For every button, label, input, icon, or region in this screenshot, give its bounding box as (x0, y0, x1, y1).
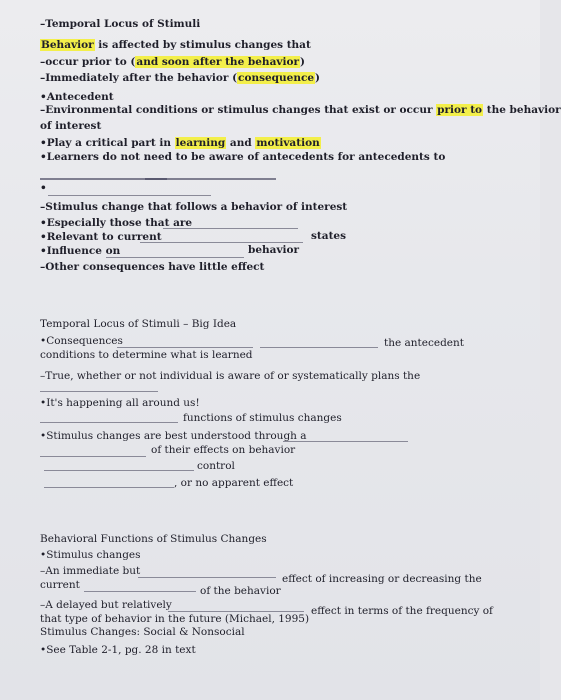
delayed-line: –A delayed but relatively (40, 599, 172, 611)
play-mid: and (226, 137, 256, 149)
behavior-rest: is affected by stimulus changes that (94, 39, 311, 51)
learning-highlight: learning (175, 137, 226, 149)
blank-line (168, 611, 304, 612)
behavior-label: behavior (248, 244, 300, 256)
blank-line (283, 441, 408, 442)
stimulus-changes-line: •Stimulus changes (40, 549, 141, 561)
blank-line (44, 470, 194, 471)
immediately-highlight: consequence (238, 72, 315, 84)
conditions-line: conditions to determine what is learned (40, 349, 253, 361)
effect-increase-line: effect of increasing or decreasing the (282, 573, 482, 585)
occur-suffix: ) (300, 56, 305, 68)
true-line: –True, whether or not individual is aware of or systematically plans the (40, 370, 421, 382)
social-line: Stimulus Changes: Social & Nonsocial (40, 626, 245, 638)
occur-line (40, 56, 305, 68)
behavior-line (40, 39, 311, 51)
that-type-line: that type of behavior in the future (Michael, 1995) (40, 613, 310, 625)
relevant-line: •Relevant to current (40, 231, 162, 243)
motivation-highlight: motivation (256, 137, 320, 149)
blank-line (163, 228, 298, 229)
behavior-highlight: Behavior (41, 39, 94, 51)
blank-line (40, 391, 158, 392)
play-line (40, 137, 321, 149)
section3-title: Behavioral Functions of Stimulus Changes (40, 533, 267, 545)
happening-line: •It's happening all around us! (40, 397, 200, 409)
section2-title: Temporal Locus of Stimuli – Big Idea (40, 318, 237, 330)
blank-line (44, 487, 174, 488)
section1-title: –Temporal Locus of Stimuli (40, 18, 201, 30)
immediately-line (40, 72, 320, 84)
blank-line (40, 456, 146, 457)
blank-line (48, 195, 211, 196)
env-line2: of interest (40, 120, 102, 132)
effect-frequency-line: effect in terms of the frequency of (311, 605, 493, 617)
env-line1 (40, 104, 561, 116)
blank-line (140, 242, 303, 243)
states-label: states (311, 230, 347, 242)
blank-line (106, 257, 244, 258)
see-table-line: •See Table 2-1, pg. 28 in text (40, 644, 196, 656)
consequences-line: •Consequences (40, 335, 123, 347)
no-effect-label: , or no apparent effect (174, 477, 294, 489)
especially-line: •Especially those that are (40, 217, 193, 229)
effects-line: of their effects on behavior (151, 444, 296, 456)
blank-line (40, 422, 178, 423)
the-antecedent-label: the antecedent (384, 337, 465, 349)
other-consequences-line: –Other consequences have little effect (40, 261, 265, 273)
functions-line: functions of stimulus changes (183, 412, 342, 424)
current-label: current (40, 579, 80, 591)
stimulus-change-line: –Stimulus change that follows a behavior of interest (40, 201, 348, 213)
immediately-suffix: ) (315, 72, 321, 84)
blank-line (260, 347, 378, 348)
env-suffix: the behavior (483, 104, 561, 116)
occur-highlight: and soon after the behavior (136, 56, 299, 68)
understood-line: •Stimulus changes are best understood through a (40, 430, 307, 442)
immediately-prefix: –Immediately after the behavior ( (40, 72, 238, 84)
bullet: • (40, 182, 47, 194)
blank-line (138, 577, 276, 578)
prior-to-highlight: prior to (437, 104, 483, 116)
env-text: –Environmental conditions or stimulus changes that exist or occur (40, 104, 437, 116)
antecedent-heading: •Antecedent (40, 91, 114, 103)
of-behavior-label: of the behavior (200, 585, 281, 597)
influence-line: •Influence on (40, 245, 121, 257)
learners-line: •Learners do not need to be aware of antecedents for antecedents to (40, 151, 446, 163)
blank-line (117, 347, 253, 348)
immediate-line: –An immediate but (40, 565, 141, 577)
occur-prefix: –occur prior to ( (40, 56, 136, 68)
play-prefix: •Play a critical part in (40, 137, 175, 149)
blank-mark (145, 178, 167, 180)
blank-line (84, 591, 196, 592)
control-label: control (197, 460, 235, 472)
